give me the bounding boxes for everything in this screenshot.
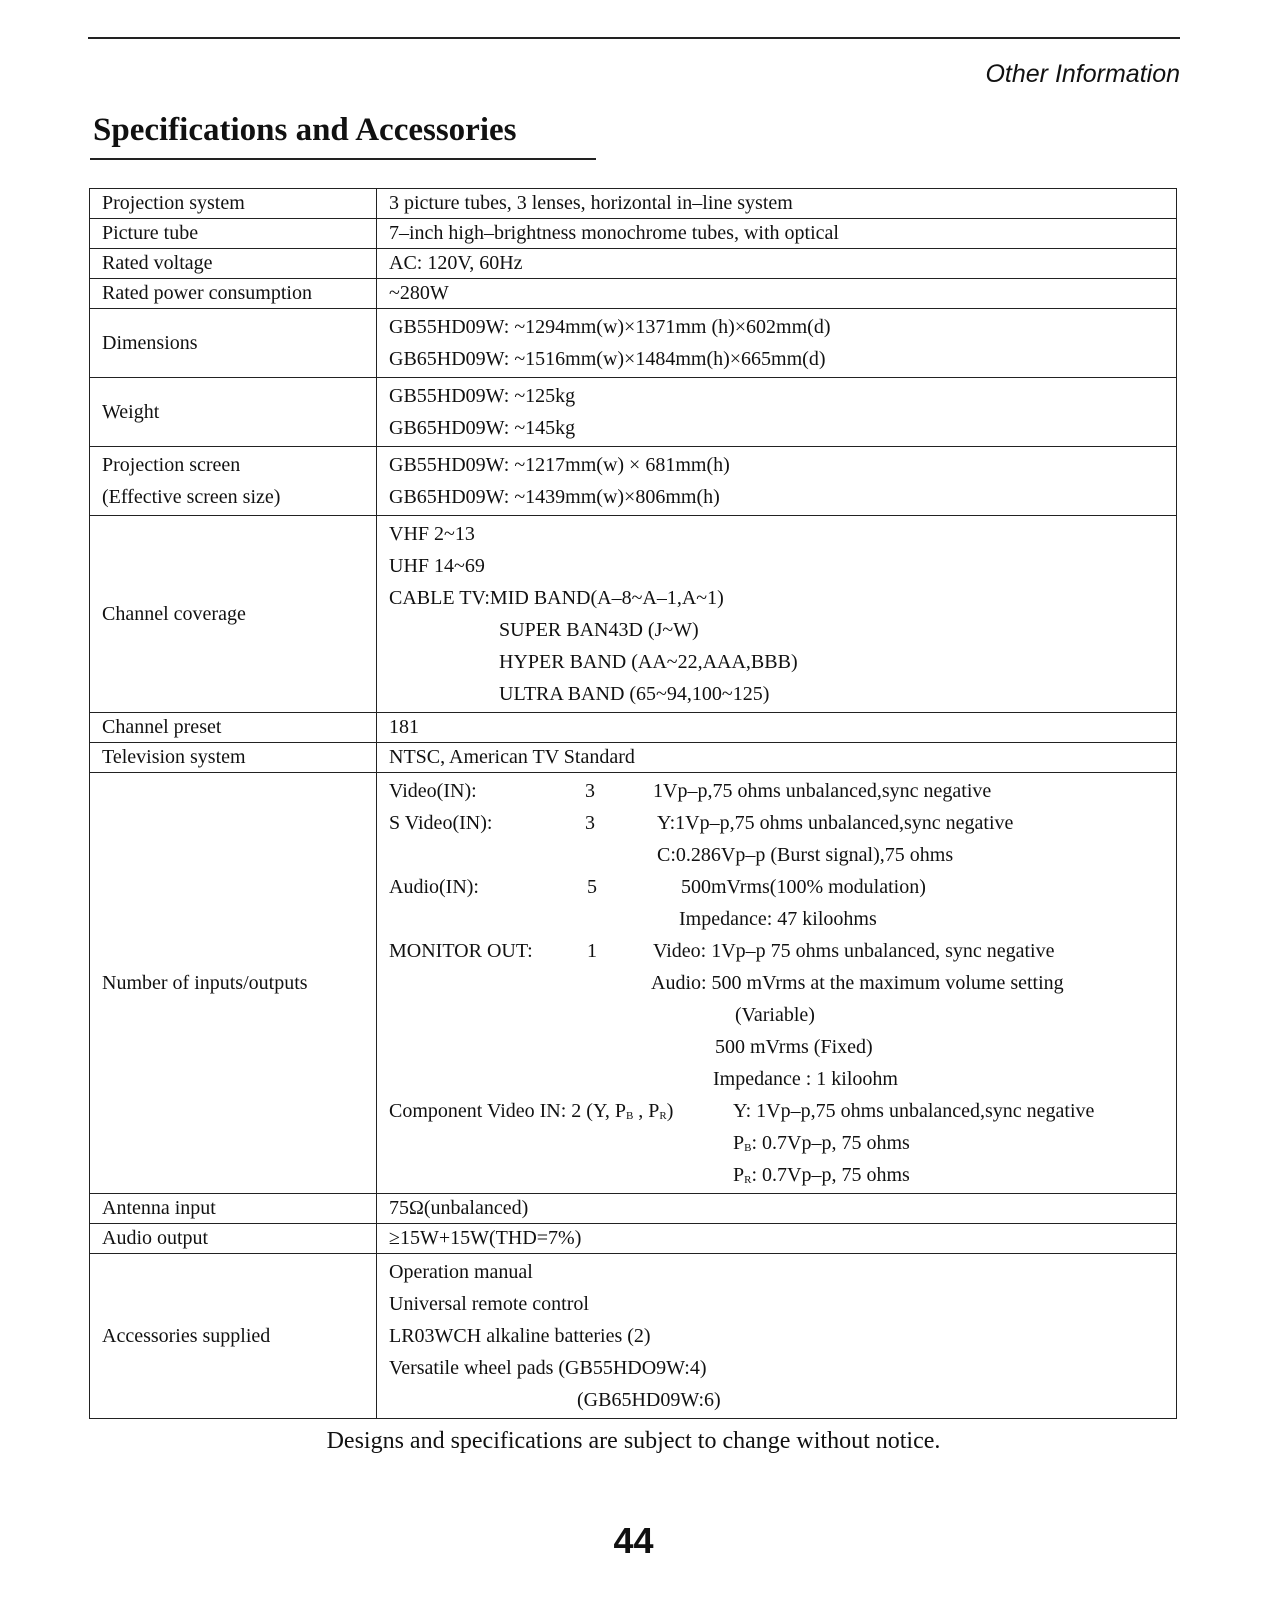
row-label: Television system [90,743,377,773]
table-row [90,743,1177,773]
table-row [90,378,1177,447]
row-label: Rated power consumption [90,279,377,309]
value-line: Operation manual [389,1261,533,1283]
io-spec: 500 mVrms (Fixed) [715,1036,873,1058]
row-label: Rated voltage [90,249,377,279]
title-underline [90,158,596,160]
io-spec [733,1159,910,1196]
row-value [377,378,1177,447]
table-row [90,309,1177,378]
row-value [377,516,1177,713]
row-value [377,1254,1177,1419]
io-spec: (Variable) [735,1004,815,1026]
io-line [389,967,1164,999]
row-value: 3 picture tubes, 3 lenses, horizontal in–line system [377,189,1177,219]
io-name: Video(IN): [389,780,477,802]
pr-rest: : 0.7Vp–p, 75 ohms [751,1164,910,1186]
specifications-table [89,188,1177,1419]
page-number: 44 [613,1520,654,1561]
io-count: 3 [585,780,595,802]
component-text: , P [633,1100,660,1122]
value-line: Versatile wheel pads (GB55HDO9W:4) [389,1357,707,1379]
io-line [389,1127,1164,1159]
row-label: Picture tube [90,219,377,249]
row-label: Weight [90,378,377,447]
io-count: 3 [585,812,595,834]
subscript: B [625,1110,634,1122]
row-label: Accessories supplied [90,1254,377,1419]
table-row [90,189,1177,219]
io-spec: Impedance: 47 kiloohms [679,908,877,930]
io-spec: Y:1Vp–p,75 ohms unbalanced,sync negative [657,812,1014,834]
io-line [389,1159,1164,1191]
page-title: Specifications and Accessories [93,112,517,148]
table-row [90,279,1177,309]
row-value: ≥15W+15W(THD=7%) [377,1224,1177,1254]
io-line [389,935,1164,967]
row-label: Channel preset [90,713,377,743]
io-line [389,999,1164,1031]
value-line: LR03WCH alkaline batteries (2) [389,1325,651,1347]
io-spec: Video: 1Vp–p 75 ohms unbalanced, sync negative [653,940,1055,962]
row-label: Audio output [90,1224,377,1254]
io-count: 5 [587,876,597,898]
row-value: ~280W [377,279,1177,309]
component-text: ) [666,1100,674,1122]
value-line: HYPER BAND (AA~22,AAA,BBB) [499,651,798,673]
io-count: 1 [587,940,597,962]
value-line: CABLE TV:MID BAND(A–8~A–1,A~1) [389,587,724,609]
table-row [90,249,1177,279]
row-value: 75Ω(unbalanced) [377,1194,1177,1224]
label-line: (Effective screen size) [102,486,281,508]
value-line: UHF 14~69 [389,555,485,577]
row-value: 181 [377,713,1177,743]
io-name: MONITOR OUT: [389,940,533,962]
io-spec: Impedance : 1 kiloohm [713,1068,898,1090]
pr-main: P [733,1164,745,1186]
subscript: R [744,1174,752,1186]
pb-main: P [733,1132,745,1154]
io-line [389,1095,1164,1127]
value-line: (GB65HD09W:6) [577,1389,721,1411]
io-spec: 1Vp–p,75 ohms unbalanced,sync negative [653,780,992,802]
subscript: R [659,1110,667,1122]
pb-rest: : 0.7Vp–p, 75 ohms [751,1132,910,1154]
io-line [389,1063,1164,1095]
table-row [90,773,1177,1194]
value-line: ULTRA BAND (65~94,100~125) [499,683,770,705]
table-row [90,219,1177,249]
value-line: GB65HD09W: ~1439mm(w)×806mm(h) [389,486,720,508]
label-line: Projection screen [102,454,241,476]
value-line: GB55HD09W: ~125kg [389,385,576,407]
io-line [389,903,1164,935]
io-spec: Audio: 500 mVrms at the maximum volume setting [651,972,1064,994]
row-value [377,447,1177,516]
row-value [377,773,1177,1194]
value-line: GB55HD09W: ~1217mm(w) × 681mm(h) [389,454,730,476]
table-row [90,516,1177,713]
row-value: AC: 120V, 60Hz [377,249,1177,279]
subscript: B [744,1142,752,1154]
io-spec: 500mVrms(100% modulation) [681,876,926,898]
footer-note: Designs and specifications are subject to change without notice. [326,1428,941,1454]
io-name: Audio(IN): [389,876,479,898]
table-row [90,713,1177,743]
table-row [90,1194,1177,1224]
row-label: Antenna input [90,1194,377,1224]
value-line: GB55HD09W: ~1294mm(w)×1371mm (h)×602mm(d) [389,316,831,338]
row-label: Projection system [90,189,377,219]
row-label: Dimensions [90,309,377,378]
row-value: 7–inch high–brightness monochrome tubes, with optical [377,219,1177,249]
io-line [389,1031,1164,1063]
value-line: Universal remote control [389,1293,589,1315]
io-line [389,871,1164,903]
section-label: Other Information [985,60,1180,88]
value-line: GB65HD09W: ~1516mm(w)×1484mm(h)×665mm(d) [389,348,826,370]
io-line [389,807,1164,839]
header-rule [88,37,1180,39]
row-value: NTSC, American TV Standard [377,743,1177,773]
component-text: Component Video IN: 2 (Y, P [389,1100,626,1122]
row-label [90,447,377,516]
value-line: VHF 2~13 [389,523,475,545]
io-line [389,839,1164,871]
io-spec: C:0.286Vp–p (Burst signal),75 ohms [657,844,954,866]
row-value [377,309,1177,378]
row-label: Channel coverage [90,516,377,713]
table-row [90,1254,1177,1419]
value-line: GB65HD09W: ~145kg [389,417,576,439]
row-label: Number of inputs/outputs [90,773,377,1194]
io-spec: Y: 1Vp–p,75 ohms unbalanced,sync negative [733,1100,1095,1122]
io-line [389,775,1164,807]
table-row [90,1224,1177,1254]
value-line: SUPER BAN43D (J~W) [499,619,699,641]
io-name: S Video(IN): [389,812,493,834]
table-row [90,447,1177,516]
